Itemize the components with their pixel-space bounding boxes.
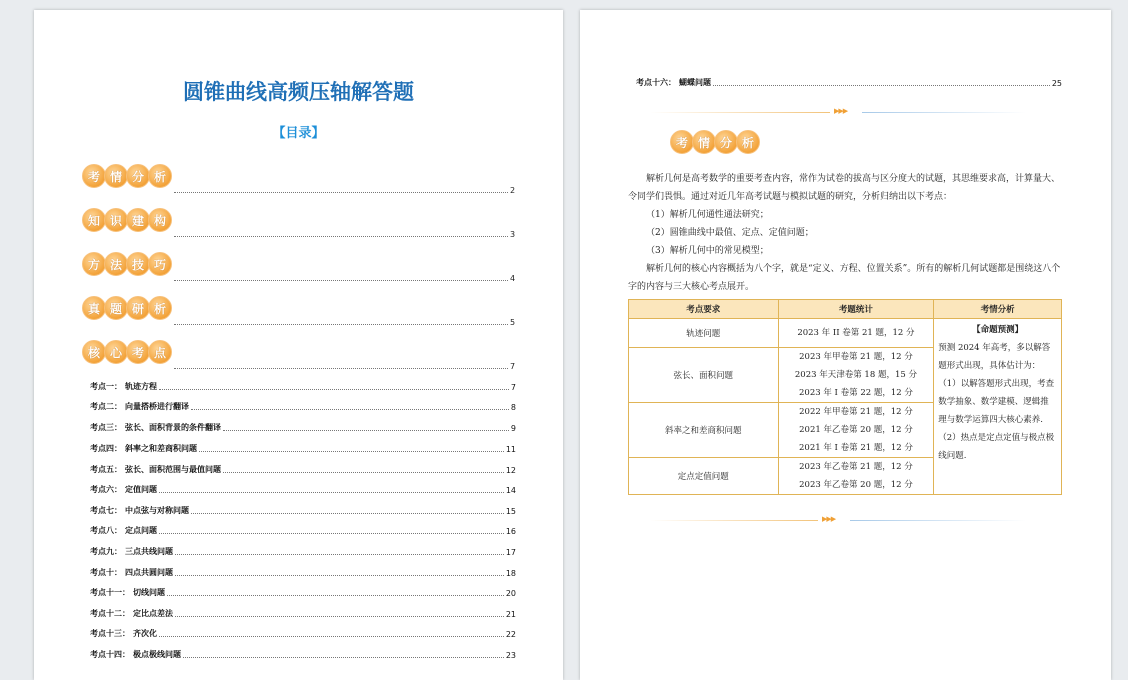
section-badge-hexin[interactable] — [82, 340, 170, 364]
toc-leader — [175, 575, 504, 576]
toc-page-number: 8 — [510, 403, 516, 412]
toc-item-kaodian-16[interactable] — [636, 76, 1062, 88]
divider-arrows-icon: ▶▶▶ — [822, 515, 836, 523]
toc-item-label: 考点十二： — [90, 609, 130, 618]
divider-line-left — [650, 112, 830, 113]
toc-page-number: 5 — [510, 318, 516, 327]
badge-char: 巧 — [148, 252, 172, 276]
badge-char: 方 — [82, 252, 106, 276]
table-cell-requirement: 弦长、面积问题 — [629, 348, 779, 403]
analysis-heading: 【命题预测】 — [972, 325, 1024, 335]
toc-leader — [174, 368, 508, 369]
toc-leader — [191, 513, 504, 514]
toc-item-title: 蝴蝶问题 — [679, 78, 711, 87]
section-badge-zhenti[interactable] — [82, 296, 170, 320]
badge-char: 情 — [692, 130, 716, 154]
toc-item-kaodian-4[interactable] — [90, 442, 516, 454]
toc-item-label: 考点十三： — [90, 629, 130, 638]
analysis-line: （2）热点是定点定值与极点极线问题. — [938, 433, 1055, 461]
toc-leader — [159, 492, 504, 493]
column-header: 考点要求 — [629, 300, 779, 319]
stat-line: 2023 年乙卷第 21 题，12 分 — [799, 462, 913, 472]
toc-item-label: 考点九： — [90, 547, 122, 556]
stat-line: 2023 年乙卷第 20 题，12 分 — [799, 480, 913, 490]
badge-char: 构 — [148, 208, 172, 232]
toc-leader — [175, 616, 504, 617]
toc-page-number: 18 — [505, 569, 516, 578]
toc-item-label: 考点八： — [90, 526, 122, 535]
toc-item-title: 三点共线问题 — [125, 547, 173, 556]
badge-char: 析 — [736, 130, 760, 154]
badge-char: 知 — [82, 208, 106, 232]
badge-char: 析 — [148, 164, 172, 188]
section-badge-zhishi[interactable] — [82, 208, 170, 232]
paragraph: （2）圆锥曲线中最值、定点、定值问题； — [646, 228, 814, 238]
toc-leader — [174, 192, 508, 193]
divider-line-left — [650, 520, 818, 521]
toc-leader — [199, 451, 504, 452]
toc-page-number: 20 — [505, 589, 516, 598]
toc-item-title: 定点问题 — [125, 526, 157, 535]
column-header: 考题统计 — [778, 300, 934, 319]
toc-item-label: 考点一： — [90, 382, 122, 391]
stat-line: 2023 年甲卷第 21 题，12 分 — [799, 352, 913, 362]
section-badge-fangfa[interactable] — [82, 252, 170, 276]
toc-page-number: 14 — [505, 486, 516, 495]
decorative-divider — [650, 515, 1026, 525]
divider-line-right — [862, 112, 1026, 113]
toc-page-number: 12 — [505, 466, 516, 475]
toc-page-number: 11 — [505, 445, 516, 454]
toc-item-title: 极点极线问题 — [133, 650, 181, 659]
toc-item-title: 切线问题 — [133, 588, 165, 597]
badge-char: 考 — [126, 340, 150, 364]
badge-char: 心 — [104, 340, 128, 364]
paragraph: 解析几何是高考数学的重要考查内容，常作为试卷的拔高与区分度大的试题，其思维要求高，计算量大、令同学们畏惧。通过对近几年高考试题与模拟试题的研究，分析归纳出以下考点： — [628, 174, 1061, 202]
toc-leader — [175, 554, 504, 555]
toc-page-number: 9 — [510, 424, 516, 433]
badge-char: 析 — [148, 296, 172, 320]
toc-item-title: 弦长、面积范围与最值问题 — [125, 465, 221, 474]
toc-page-number: 16 — [505, 527, 516, 536]
toc-item-label: 考点五： — [90, 465, 122, 474]
toc-item-kaodian-10[interactable] — [90, 566, 516, 578]
analysis-line: 预测 2024 年高考，多以解答题形式出现，具体估计为： — [938, 343, 1051, 371]
toc-item-label: 考点十四： — [90, 650, 130, 659]
badge-char: 法 — [104, 252, 128, 276]
table-cell-requirement: 斜率之和差商积问题 — [629, 403, 779, 458]
badge-char: 题 — [104, 296, 128, 320]
divider-line-right — [850, 520, 1026, 521]
badge-char: 技 — [126, 252, 150, 276]
table-header-row — [629, 300, 1062, 319]
toc-page-number: 22 — [505, 630, 516, 639]
stat-line: 2023 年 I 卷第 22 题，12 分 — [799, 388, 913, 398]
section-badge-kaoqing — [670, 130, 758, 154]
toc-item-kaodian-9[interactable] — [90, 545, 516, 557]
toc-item-kaodian-13[interactable] — [90, 627, 516, 639]
badge-char: 考 — [82, 164, 106, 188]
toc-leader — [191, 409, 509, 410]
badge-char: 考 — [670, 130, 694, 154]
table-cell-stats — [778, 319, 934, 348]
toc-page-number: 15 — [505, 507, 516, 516]
toc-leader — [174, 324, 508, 325]
toc-leader — [713, 85, 1050, 86]
toc-item-kaodian-12[interactable] — [90, 607, 516, 619]
toc-leader — [174, 280, 508, 281]
toc-item-kaodian-14[interactable] — [90, 648, 516, 660]
toc-item-kaodian-6[interactable] — [90, 483, 516, 495]
toc-item-title: 轨迹方程 — [125, 382, 157, 391]
toc-leader — [159, 533, 504, 534]
toc-item-title: 弦长、面积背景的条件翻译 — [125, 423, 221, 432]
paragraph: （3）解析几何中的常见模型； — [646, 246, 769, 256]
table-cell-stats — [778, 403, 934, 458]
toc-item-title: 向量搭桥进行翻译 — [125, 402, 189, 411]
toc-item-label: 考点十： — [90, 568, 122, 577]
toc-item-label: 考点十六： — [636, 78, 676, 87]
toc-page-number: 7 — [510, 383, 516, 392]
document-title: 圆锥曲线高频压轴解答题 — [183, 80, 414, 104]
toc-item-label: 考点六： — [90, 485, 122, 494]
table-cell-stats — [778, 348, 934, 403]
table-cell-requirement: 轨迹问题 — [629, 319, 779, 348]
toc-item-kaodian-11[interactable] — [90, 586, 516, 598]
table-cell-stats — [778, 458, 934, 495]
decorative-divider — [650, 107, 1026, 117]
stat-line: 2023 年 II 卷第 21 题，12 分 — [797, 328, 915, 338]
toc-leader — [223, 430, 509, 431]
toc-page-number: 2 — [510, 186, 516, 195]
toc-item-kaodian-5[interactable] — [90, 463, 516, 475]
toc-item-title: 斜率之和差商积问题 — [125, 444, 197, 453]
paragraph: 解析几何的核心内容概括为八个字，就是“定义、方程、位置关系”。所有的解析几何试题都是围绕这八个字的内容与三大核心考点展开。 — [628, 264, 1061, 292]
toc-heading: 【目录】 — [272, 126, 325, 141]
badge-char: 分 — [126, 164, 150, 188]
toc-leader — [223, 472, 504, 473]
toc-item-title: 齐次化 — [133, 629, 157, 638]
toc-page-number: 23 — [505, 651, 516, 660]
toc-item-kaodian-2[interactable] — [90, 400, 516, 412]
toc-item-title: 四点共圆问题 — [125, 568, 173, 577]
stat-line: 2021 年乙卷第 20 题，12 分 — [799, 425, 913, 435]
toc-leader — [174, 236, 508, 237]
stat-line: 2021 年 I 卷第 21 题，12 分 — [799, 443, 913, 453]
body-text — [628, 170, 1062, 296]
toc-item-label: 考点二： — [90, 402, 122, 411]
badge-char: 分 — [714, 130, 738, 154]
analysis-line: （1）以解答题形式出现，考查数学抽象、数学建模、逻辑推理与数学运算四大核心素养. — [938, 379, 1055, 425]
toc-leader — [183, 657, 504, 658]
toc-item-label: 考点七： — [90, 506, 122, 515]
toc-item-title: 定值问题 — [125, 485, 157, 494]
toc-item-label: 考点三： — [90, 423, 122, 432]
section-badge-kaoqing[interactable] — [82, 164, 170, 188]
stat-line: 2022 年甲卷第 21 题，12 分 — [799, 407, 913, 417]
toc-leader — [159, 389, 509, 390]
document-page-right — [580, 10, 1111, 680]
table-cell-requirement: 定点定值问题 — [629, 458, 779, 495]
toc-page-number: 21 — [505, 610, 516, 619]
table-cell-analysis — [934, 319, 1062, 495]
toc-item-label: 考点四： — [90, 444, 122, 453]
toc-item-title: 定比点差法 — [133, 609, 173, 618]
badge-char: 识 — [104, 208, 128, 232]
badge-char: 核 — [82, 340, 106, 364]
toc-item-kaodian-3[interactable] — [90, 421, 516, 433]
stat-line: 2023 年天津卷第 18 题，15 分 — [794, 370, 917, 380]
toc-item-kaodian-7[interactable] — [90, 504, 516, 516]
badge-char: 点 — [148, 340, 172, 364]
badge-char: 真 — [82, 296, 106, 320]
divider-arrows-icon: ▶▶▶ — [834, 107, 848, 115]
toc-page-number: 17 — [505, 548, 516, 557]
toc-page-number: 4 — [510, 274, 516, 283]
paragraph: （1）解析几何通性通法研究； — [646, 210, 769, 220]
toc-item-label: 考点十一： — [90, 588, 130, 597]
toc-leader — [167, 595, 504, 596]
toc-page-number: 3 — [510, 230, 516, 239]
toc-item-title: 中点弦与对称问题 — [125, 506, 189, 515]
toc-item-kaodian-8[interactable] — [90, 524, 516, 536]
table-row — [629, 319, 1062, 348]
toc-page-number: 25 — [1051, 79, 1062, 88]
column-header: 考情分析 — [934, 300, 1062, 319]
toc-item-kaodian-1[interactable] — [90, 380, 516, 392]
toc-leader — [159, 636, 504, 637]
toc-page-number: 7 — [510, 362, 516, 371]
document-page-left — [34, 10, 563, 680]
badge-char: 研 — [126, 296, 150, 320]
badge-char: 情 — [104, 164, 128, 188]
badge-char: 建 — [126, 208, 150, 232]
exam-stats-table — [628, 299, 1062, 495]
